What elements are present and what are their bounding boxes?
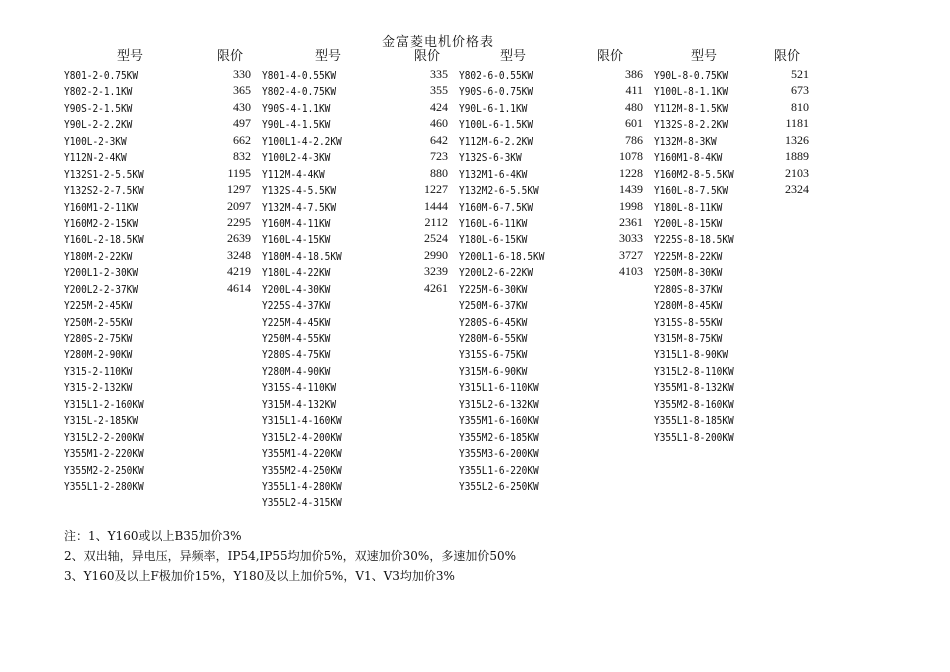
table-row xyxy=(262,230,448,246)
model-cell: Y132S-4-5.5KW xyxy=(262,184,337,198)
model-cell: Y250M-6-37KW xyxy=(459,299,528,313)
note-2: 2、双出轴，异电压，异频率，IP54,IP55均加价5%，双速加价30%，多速加价50% xyxy=(64,549,517,563)
table-row xyxy=(459,411,643,427)
price-cell: 786 xyxy=(625,132,643,147)
note-3: 3、Y160及以上F极加价15%，Y180及以上加价5%，V1、V3均加价3% xyxy=(64,569,455,583)
table-row xyxy=(64,82,251,98)
table-row xyxy=(459,198,643,214)
table-row xyxy=(459,99,643,115)
model-cell: Y200L1-6-18.5KW xyxy=(459,249,545,263)
model-cell: Y355M1-8-132KW xyxy=(654,381,734,395)
table-row xyxy=(64,165,251,181)
model-cell: Y90S-4-1.1KW xyxy=(262,101,331,115)
price-cell: 424 xyxy=(430,99,448,114)
model-cell: Y315L2-8-110KW xyxy=(654,364,734,378)
price-column-8pole xyxy=(654,66,809,444)
model-cell: Y160M2-8-5.5KW xyxy=(654,167,734,181)
model-cell: Y160M-6-7.5KW xyxy=(459,200,534,214)
model-cell: Y355L2-4-315KW xyxy=(262,496,342,510)
table-row xyxy=(262,329,448,345)
table-row xyxy=(654,362,809,378)
price-cell: 2639 xyxy=(227,231,251,246)
table-row xyxy=(262,428,448,444)
table-row xyxy=(64,132,251,148)
price-cell: 1078 xyxy=(619,149,643,164)
model-cell: Y250M-8-30KW xyxy=(654,266,723,280)
table-row xyxy=(64,280,251,296)
table-row xyxy=(654,329,809,345)
price-cell: 662 xyxy=(233,132,251,147)
model-cell: Y355M2-6-185KW xyxy=(459,430,539,444)
table-row xyxy=(262,115,448,131)
table-row xyxy=(64,115,251,131)
model-cell: Y280S-6-45KW xyxy=(459,315,528,329)
model-cell: Y315M-6-90KW xyxy=(459,364,528,378)
model-cell: Y160L-4-15KW xyxy=(262,233,331,247)
model-cell: Y355L1-6-220KW xyxy=(459,463,539,477)
table-row xyxy=(459,148,643,164)
table-row xyxy=(459,82,643,98)
model-cell: Y315L2-6-132KW xyxy=(459,397,539,411)
price-cell: 460 xyxy=(430,116,448,131)
model-cell: Y801-4-0.55KW xyxy=(262,69,337,82)
model-cell: Y112N-2-4KW xyxy=(64,151,127,165)
table-row xyxy=(262,99,448,115)
model-cell: Y802-2-1.1KW xyxy=(64,85,133,99)
table-row xyxy=(262,82,448,98)
model-cell: Y112M-4-4KW xyxy=(262,167,325,181)
price-cell: 601 xyxy=(625,116,643,131)
model-cell: Y100L-8-1.1KW xyxy=(654,85,729,99)
table-row xyxy=(64,345,251,361)
table-row xyxy=(262,148,448,164)
table-row xyxy=(654,181,809,197)
model-cell: Y315L1-4-160KW xyxy=(262,414,342,428)
table-row xyxy=(64,378,251,394)
table-row xyxy=(654,247,809,263)
table-row xyxy=(654,148,809,164)
model-cell: Y355L1-2-280KW xyxy=(64,479,144,493)
model-cell: Y200L2-6-22KW xyxy=(459,266,534,280)
price-cell: 4261 xyxy=(424,280,448,295)
table-row xyxy=(459,461,643,477)
model-cell: Y100L-6-1.5KW xyxy=(459,118,534,132)
table-row xyxy=(459,362,643,378)
model-cell: Y100L-2-3KW xyxy=(64,134,127,148)
header-model-1: 型号 xyxy=(117,49,144,64)
table-row xyxy=(262,263,448,279)
model-cell: Y225M-4-45KW xyxy=(262,315,331,329)
table-row xyxy=(262,198,448,214)
price-cell: 810 xyxy=(791,99,809,114)
table-row xyxy=(262,181,448,197)
price-cell: 1228 xyxy=(619,165,643,180)
table-row xyxy=(64,296,251,312)
model-cell: Y160M-4-11KW xyxy=(262,216,331,230)
table-row xyxy=(262,66,448,82)
table-row xyxy=(262,165,448,181)
model-cell: Y280M-2-90KW xyxy=(64,348,133,362)
table-row xyxy=(654,263,809,279)
price-column-6pole xyxy=(459,66,643,493)
price-cell: 411 xyxy=(625,83,643,98)
model-cell: Y250M-2-55KW xyxy=(64,315,133,329)
model-cell: Y280S-4-75KW xyxy=(262,348,331,362)
table-row xyxy=(64,99,251,115)
price-cell: 3248 xyxy=(227,247,251,262)
price-column-4pole xyxy=(262,66,448,510)
table-row xyxy=(654,115,809,131)
price-cell: 2990 xyxy=(424,247,448,262)
table-row xyxy=(459,66,643,82)
table-row xyxy=(262,477,448,493)
table-row xyxy=(654,280,809,296)
notes xyxy=(64,526,516,586)
table-row xyxy=(459,165,643,181)
price-cell: 723 xyxy=(430,149,448,164)
table-row xyxy=(459,378,643,394)
model-cell: Y225M-2-45KW xyxy=(64,299,133,313)
table-row xyxy=(262,214,448,230)
table-row xyxy=(64,214,251,230)
model-cell: Y315-2-132KW xyxy=(64,381,133,395)
table-row xyxy=(64,461,251,477)
price-cell: 355 xyxy=(430,83,448,98)
model-cell: Y315M-8-75KW xyxy=(654,332,723,345)
model-cell: Y280M-4-90KW xyxy=(262,364,331,378)
table-row xyxy=(64,230,251,246)
price-cell: 1227 xyxy=(424,182,448,197)
model-cell: Y112M-6-2.2KW xyxy=(459,134,534,148)
model-cell: Y90S-6-0.75KW xyxy=(459,85,534,99)
model-cell: Y315S-8-55KW xyxy=(654,315,723,329)
price-cell: 3727 xyxy=(619,247,643,262)
table-row xyxy=(459,444,643,460)
header-price-4: 限价 xyxy=(774,49,801,64)
table-row xyxy=(654,132,809,148)
model-cell: Y315S-4-110KW xyxy=(262,381,337,395)
model-cell: Y315L-2-185KW xyxy=(64,414,139,428)
price-cell: 1181 xyxy=(785,116,809,131)
table-row xyxy=(64,263,251,279)
note-1: 注：1、Y160或以上B35加价3% xyxy=(64,529,242,543)
table-row xyxy=(459,345,643,361)
model-cell: Y355M1-2-220KW xyxy=(64,447,144,461)
model-cell: Y90L-8-0.75KW xyxy=(654,69,729,82)
model-cell: Y355M2-4-250KW xyxy=(262,463,342,477)
price-cell: 1195 xyxy=(227,165,251,180)
price-cell: 832 xyxy=(233,149,251,164)
model-cell: Y355L1-8-200KW xyxy=(654,430,734,444)
table-row xyxy=(262,345,448,361)
model-cell: Y315L2-2-200KW xyxy=(64,430,144,444)
price-cell: 365 xyxy=(233,83,251,98)
table-row xyxy=(262,296,448,312)
table-row xyxy=(459,263,643,279)
model-cell: Y315L1-2-160KW xyxy=(64,397,144,411)
table-row xyxy=(654,99,809,115)
table-row xyxy=(459,296,643,312)
table-row xyxy=(262,362,448,378)
header-price-3: 限价 xyxy=(597,49,624,64)
price-cell: 2361 xyxy=(619,214,643,229)
table-row xyxy=(64,411,251,427)
price-column-2pole xyxy=(64,66,251,493)
price-cell: 673 xyxy=(791,83,809,98)
price-cell: 1889 xyxy=(785,149,809,164)
model-cell: Y225S-8-18.5KW xyxy=(654,233,734,247)
model-cell: Y315M-4-132KW xyxy=(262,397,337,411)
header-price-2: 限价 xyxy=(414,49,441,64)
table-row xyxy=(654,66,809,82)
model-cell: Y280M-8-45KW xyxy=(654,299,723,313)
price-cell: 2103 xyxy=(785,165,809,180)
price-cell: 480 xyxy=(625,99,643,114)
table-row xyxy=(262,411,448,427)
table-row xyxy=(262,313,448,329)
table-row xyxy=(64,66,251,82)
model-cell: Y280S-2-75KW xyxy=(64,332,133,345)
model-cell: Y315S-6-75KW xyxy=(459,348,528,362)
price-cell: 2097 xyxy=(227,198,251,213)
table-row xyxy=(262,395,448,411)
table-row xyxy=(459,313,643,329)
price-cell: 1297 xyxy=(227,182,251,197)
model-cell: Y180M-2-22KW xyxy=(64,249,133,263)
table-row xyxy=(459,115,643,131)
model-cell: Y355M3-6-200KW xyxy=(459,447,539,461)
table-row xyxy=(459,181,643,197)
table-row xyxy=(654,411,809,427)
model-cell: Y225S-4-37KW xyxy=(262,299,331,313)
table-row xyxy=(654,230,809,246)
model-cell: Y315-2-110KW xyxy=(64,364,133,378)
table-row xyxy=(64,362,251,378)
table-row xyxy=(459,247,643,263)
model-cell: Y280S-8-37KW xyxy=(654,282,723,296)
table-row xyxy=(64,329,251,345)
model-cell: Y132S-6-3KW xyxy=(459,151,522,165)
price-cell: 1326 xyxy=(785,132,809,147)
model-cell: Y225M-6-30KW xyxy=(459,282,528,296)
model-cell: Y160L-8-7.5KW xyxy=(654,184,729,198)
price-cell: 335 xyxy=(430,67,448,81)
table-row xyxy=(64,247,251,263)
model-cell: Y90S-2-1.5KW xyxy=(64,101,133,115)
model-cell: Y355M1-4-220KW xyxy=(262,447,342,461)
price-cell: 2524 xyxy=(424,231,448,246)
model-cell: Y315L2-4-200KW xyxy=(262,430,342,444)
table-row xyxy=(654,296,809,312)
table-row xyxy=(64,477,251,493)
model-cell: Y132S2-2-7.5KW xyxy=(64,184,144,198)
model-cell: Y355L1-8-185KW xyxy=(654,414,734,428)
table-row xyxy=(459,230,643,246)
table-row xyxy=(64,428,251,444)
table-row xyxy=(64,444,251,460)
header-price-1: 限价 xyxy=(217,49,244,64)
price-cell: 386 xyxy=(625,67,643,81)
price-cell: 497 xyxy=(233,116,251,131)
table-row xyxy=(64,395,251,411)
model-cell: Y160M2-2-15KW xyxy=(64,216,139,230)
model-cell: Y355L2-6-250KW xyxy=(459,479,539,493)
model-cell: Y802-4-0.75KW xyxy=(262,85,337,99)
price-cell: 521 xyxy=(791,67,809,81)
model-cell: Y315L1-8-90KW xyxy=(654,348,729,362)
price-cell: 880 xyxy=(430,165,448,180)
table-row xyxy=(262,461,448,477)
table-row xyxy=(262,493,448,509)
model-cell: Y100L2-4-3KW xyxy=(262,151,331,165)
price-cell: 2295 xyxy=(227,214,251,229)
table-row xyxy=(654,313,809,329)
model-cell: Y132M-4-7.5KW xyxy=(262,200,337,214)
table-row xyxy=(64,148,251,164)
model-cell: Y90L-6-1.1KW xyxy=(459,101,528,115)
model-cell: Y180L-8-11KW xyxy=(654,200,723,214)
price-cell: 4103 xyxy=(619,264,643,279)
table-row xyxy=(64,313,251,329)
header-model-3: 型号 xyxy=(500,49,527,64)
header-model-2: 型号 xyxy=(315,49,342,64)
table-row xyxy=(459,428,643,444)
model-cell: Y112M-8-1.5KW xyxy=(654,101,729,115)
table-row xyxy=(262,247,448,263)
price-cell: 430 xyxy=(233,99,251,114)
model-cell: Y200L1-2-30KW xyxy=(64,266,139,280)
model-cell: Y355M2-8-160KW xyxy=(654,397,734,411)
model-cell: Y90L-4-1.5KW xyxy=(262,118,331,132)
model-cell: Y100L1-4-2.2KW xyxy=(262,134,342,148)
model-cell: Y132M-8-3KW xyxy=(654,134,717,148)
table-row xyxy=(262,280,448,296)
table-row xyxy=(654,378,809,394)
table-row xyxy=(459,280,643,296)
model-cell: Y355M2-2-250KW xyxy=(64,463,144,477)
table-row xyxy=(64,198,251,214)
model-cell: Y90L-2-2.2KW xyxy=(64,118,133,132)
model-cell: Y200L-8-15KW xyxy=(654,216,723,230)
table-row xyxy=(459,214,643,230)
price-cell: 3239 xyxy=(424,264,448,279)
price-cell: 330 xyxy=(233,67,251,81)
price-cell: 3033 xyxy=(619,231,643,246)
model-cell: Y160M1-2-11KW xyxy=(64,200,139,214)
table-row xyxy=(654,82,809,98)
table-row xyxy=(654,428,809,444)
table-row xyxy=(64,181,251,197)
model-cell: Y801-2-0.75KW xyxy=(64,69,139,82)
model-cell: Y315L1-6-110KW xyxy=(459,381,539,395)
table-row xyxy=(459,329,643,345)
model-cell: Y180M-4-18.5KW xyxy=(262,249,342,263)
price-cell: 642 xyxy=(430,132,448,147)
table-row xyxy=(654,345,809,361)
model-cell: Y200L-4-30KW xyxy=(262,282,331,296)
model-cell: Y160M1-8-4KW xyxy=(654,151,723,165)
model-cell: Y160L-2-18.5KW xyxy=(64,233,144,247)
price-cell: 1439 xyxy=(619,182,643,197)
model-cell: Y280M-6-55KW xyxy=(459,332,528,345)
model-cell: Y355L1-4-280KW xyxy=(262,479,342,493)
model-cell: Y180L-6-15KW xyxy=(459,233,528,247)
model-cell: Y355M1-6-160KW xyxy=(459,414,539,428)
price-cell: 4219 xyxy=(227,264,251,279)
price-cell: 2324 xyxy=(785,182,809,197)
price-cell: 1998 xyxy=(619,198,643,213)
model-cell: Y160L-6-11KW xyxy=(459,216,528,230)
table-row xyxy=(654,395,809,411)
model-cell: Y132S-8-2.2KW xyxy=(654,118,729,132)
model-cell: Y225M-8-22KW xyxy=(654,249,723,263)
table-row xyxy=(654,198,809,214)
model-cell: Y250M-4-55KW xyxy=(262,332,331,345)
table-row xyxy=(459,395,643,411)
table-row xyxy=(654,214,809,230)
model-cell: Y132M1-6-4KW xyxy=(459,167,528,181)
model-cell: Y132S1-2-5.5KW xyxy=(64,167,144,181)
model-cell: Y180L-4-22KW xyxy=(262,266,331,280)
price-cell: 1444 xyxy=(424,198,448,213)
table-row xyxy=(262,378,448,394)
model-cell: Y132M2-6-5.5KW xyxy=(459,184,539,198)
header-model-4: 型号 xyxy=(691,49,718,64)
price-cell: 2112 xyxy=(424,214,448,229)
table-row xyxy=(654,165,809,181)
model-cell: Y200L2-2-37KW xyxy=(64,282,139,296)
table-row xyxy=(262,444,448,460)
model-cell: Y802-6-0.55KW xyxy=(459,69,534,82)
table-row xyxy=(459,132,643,148)
table-row xyxy=(459,477,643,493)
price-cell: 4614 xyxy=(227,280,251,295)
page-title: 金富菱电机价格表 xyxy=(381,35,494,50)
table-row xyxy=(262,132,448,148)
